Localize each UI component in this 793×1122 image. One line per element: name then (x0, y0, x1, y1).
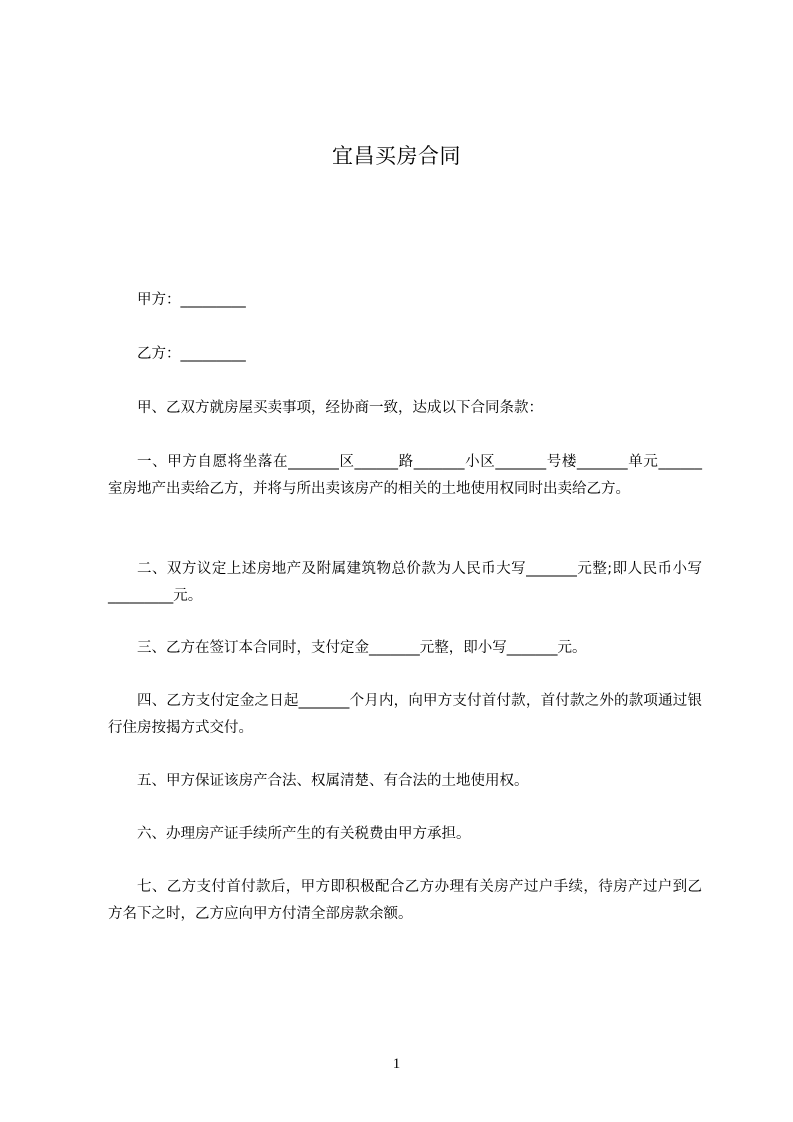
document-title: 宜昌买房合同 (332, 144, 461, 168)
page-number: 1 (392, 1056, 401, 1072)
clause-1: 一、甲方自愿将坐落在_______区______路_______小区_______号楼_______单元______室房地产出卖给乙方，并将与所出卖该房产的相关的土地使用权同时出卖给乙方。 (108, 454, 702, 497)
clause-4: 四、乙方支付定金之日起_______个月内，向甲方支付首付款，首付款之外的款项通过银行住房按揭方式交付。 (108, 693, 702, 736)
intro-paragraph: 甲、乙双方就房屋买卖事项，经协商一致，达成以下合同条款： (137, 400, 543, 416)
party-b-line: 乙方：_________ (137, 346, 246, 362)
party-a-line: 甲方：_________ (137, 292, 246, 308)
clause-5: 五、甲方保证该房产合法、权属清楚、有合法的土地使用权。 (137, 773, 529, 789)
clause-2: 二、双方议定上述房地产及附属建筑物总价款为人民币大写_______元整;即人民币小写_________元。 (108, 561, 702, 604)
clause-6: 六、办理房产证手续所产生的有关税费由甲方承担。 (137, 826, 471, 842)
clause-3: 三、乙方在签订本合同时，支付定金_______元整，即小写_______元。 (137, 640, 587, 656)
clause-7: 七、乙方支付首付款后，甲方即积极配合乙方办理有关房产过户手续，待房产过户到乙方名下之时，乙方应向甲方付清全部房款余额。 (108, 879, 702, 922)
